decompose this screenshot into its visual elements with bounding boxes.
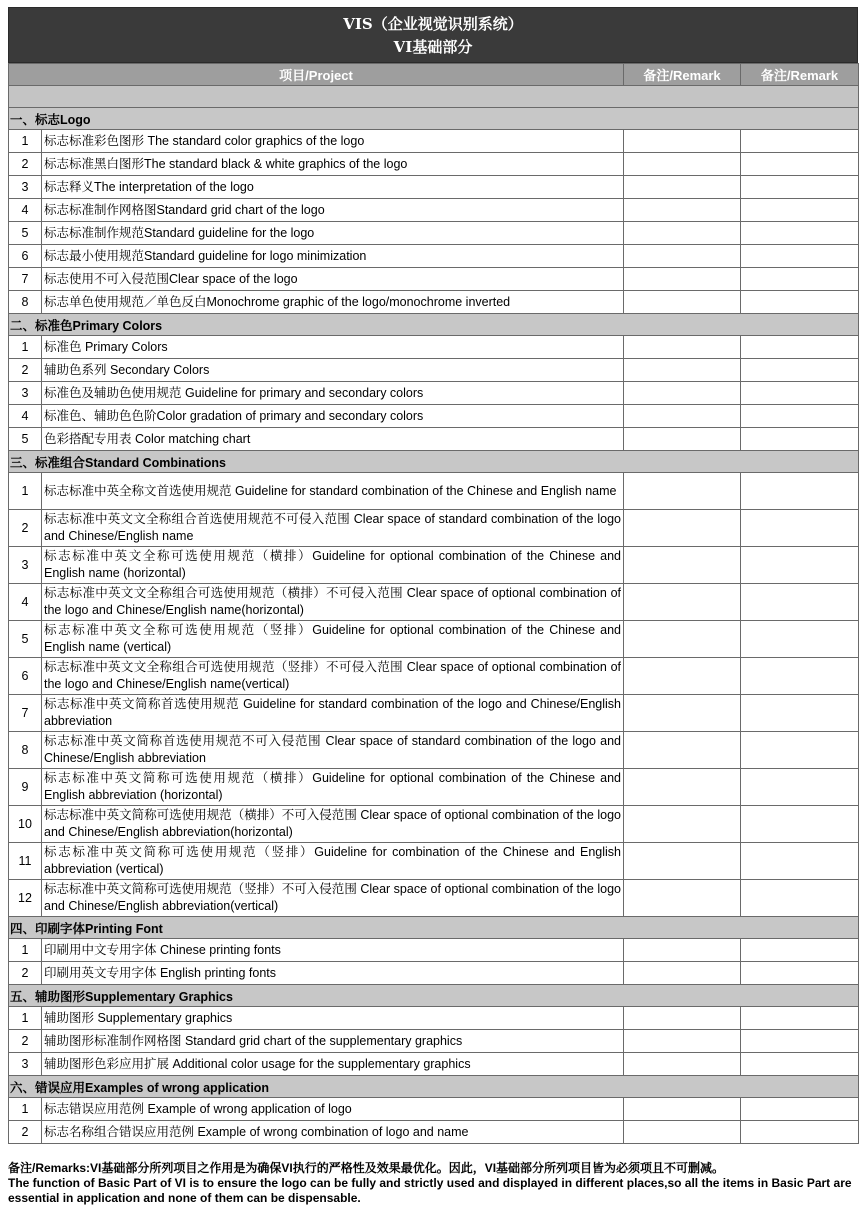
item-number: 11 xyxy=(9,843,42,880)
spacer-row xyxy=(9,86,859,108)
item-description: 标志标准中英文简称可选使用规范（竖排）不可入侵范围 Clear space of optional combination of the logo and Chinese/English abbreviation(vertical) xyxy=(42,880,624,917)
item-number: 5 xyxy=(9,428,42,451)
remark-cell[interactable] xyxy=(624,222,741,245)
table-row xyxy=(9,806,859,843)
table-row xyxy=(9,222,859,245)
item-number: 3 xyxy=(9,382,42,405)
item-number: 10 xyxy=(9,806,42,843)
item-number: 3 xyxy=(9,1053,42,1076)
item-number: 8 xyxy=(9,291,42,314)
vi-checklist-sheet xyxy=(8,7,858,1144)
item-description: 标志标准中英文文全称组合可选使用规范（竖排）不可侵入范围 Clear space of optional combination of the logo and Chinese/English name(vertical) xyxy=(42,658,624,695)
item-description: 标志标准中英文全称可选使用规范（横排）Guideline for optional combination of the Chinese and English name (horizontal) xyxy=(42,547,624,584)
remark-cell[interactable] xyxy=(624,1053,741,1076)
item-description: 色彩搭配专用表 Color matching chart xyxy=(42,428,624,451)
table-row xyxy=(9,245,859,268)
table-row xyxy=(9,268,859,291)
remark-cell[interactable] xyxy=(741,428,859,451)
remark-cell[interactable] xyxy=(741,769,859,806)
remark-cell[interactable] xyxy=(624,695,741,732)
remark-cell[interactable] xyxy=(624,658,741,695)
item-number: 3 xyxy=(9,547,42,584)
section-title: 五、辅助图形Supplementary Graphics xyxy=(9,985,859,1007)
item-number: 2 xyxy=(9,962,42,985)
table-row xyxy=(9,153,859,176)
remark-cell[interactable] xyxy=(741,245,859,268)
remark-cell[interactable] xyxy=(741,405,859,428)
remark-cell[interactable] xyxy=(624,291,741,314)
column-header-remark: 备注/Remark xyxy=(624,64,741,86)
item-description: 标志名称组合错误应用范例 Example of wrong combination of logo and name xyxy=(42,1121,624,1144)
table-row xyxy=(9,621,859,658)
item-description: 标志标准中英全称文首选使用规范 Guideline for standard combination of the Chinese and English name xyxy=(42,473,624,510)
spacer-cell xyxy=(9,86,859,108)
section-row xyxy=(9,1076,859,1098)
remark-cell[interactable] xyxy=(624,336,741,359)
remark-cell[interactable] xyxy=(741,268,859,291)
item-number: 7 xyxy=(9,695,42,732)
remark-cell[interactable] xyxy=(624,732,741,769)
item-description: 辅助图形色彩应用扩展 Additional color usage for the supplementary graphics xyxy=(42,1053,624,1076)
table-row xyxy=(9,584,859,621)
item-description: 标志标准制作规范Standard guideline for the logo xyxy=(42,222,624,245)
item-description: 标志单色使用规范／单色反白Monochrome graphic of the logo/monochrome inverted xyxy=(42,291,624,314)
remark-cell[interactable] xyxy=(624,1030,741,1053)
table-header-row xyxy=(9,64,859,86)
item-number: 5 xyxy=(9,621,42,658)
remark-cell[interactable] xyxy=(741,695,859,732)
remark-cell[interactable] xyxy=(624,1007,741,1030)
item-number: 8 xyxy=(9,732,42,769)
remark-english: The function of Basic Part of VI is to ensure the logo can be fully and strictly used and displayed in different places,so all the items in Basic Part are essential in application and none of them can be dispensable. xyxy=(8,1176,852,1205)
remark-cell[interactable] xyxy=(624,510,741,547)
table-row xyxy=(9,732,859,769)
item-number: 6 xyxy=(9,658,42,695)
section-row xyxy=(9,314,859,336)
item-description: 标志标准中英文文全称组合可选使用规范（横排）不可侵入范围 Clear space of optional combination of the logo and Chinese/English name(horizontal) xyxy=(42,584,624,621)
item-number: 5 xyxy=(9,222,42,245)
item-description: 标准色 Primary Colors xyxy=(42,336,624,359)
remark-cell[interactable] xyxy=(624,199,741,222)
remark-cell[interactable] xyxy=(741,880,859,917)
table-row xyxy=(9,176,859,199)
table-row xyxy=(9,695,859,732)
remark-cell[interactable] xyxy=(741,336,859,359)
remark-cell[interactable] xyxy=(741,130,859,153)
item-description: 标志最小使用规范Standard guideline for logo minimization xyxy=(42,245,624,268)
remark-cell[interactable] xyxy=(624,880,741,917)
table-row xyxy=(9,843,859,880)
section-title: 三、标准组合Standard Combinations xyxy=(9,451,859,473)
item-number: 4 xyxy=(9,584,42,621)
item-description: 标志标准中英文简称可选使用规范（竖排）Guideline for combination of the Chinese and English abbreviation (vertical) xyxy=(42,843,624,880)
remark-cell[interactable] xyxy=(624,621,741,658)
remark-cell[interactable] xyxy=(741,584,859,621)
remark-cell[interactable] xyxy=(741,1053,859,1076)
item-number: 3 xyxy=(9,176,42,199)
section-row xyxy=(9,108,859,130)
table-row xyxy=(9,1007,859,1030)
item-description: 标志标准彩色图形 The standard color graphics of the logo xyxy=(42,130,624,153)
title-block xyxy=(8,7,858,63)
remark-cell[interactable] xyxy=(741,382,859,405)
remark-cell[interactable] xyxy=(624,962,741,985)
page-subtitle: VI基础部分 xyxy=(393,38,473,56)
item-number: 1 xyxy=(9,473,42,510)
footer-remarks xyxy=(8,1161,858,1206)
column-header-project: 项目/Project xyxy=(9,64,624,86)
remark-cell[interactable] xyxy=(741,1007,859,1030)
remark-cell[interactable] xyxy=(741,359,859,382)
remark-cell[interactable] xyxy=(741,291,859,314)
remark-cell[interactable] xyxy=(741,1098,859,1121)
remark-cell[interactable] xyxy=(741,510,859,547)
remark-cell[interactable] xyxy=(624,1098,741,1121)
item-number: 7 xyxy=(9,268,42,291)
table-row xyxy=(9,405,859,428)
remark-cell[interactable] xyxy=(741,176,859,199)
item-description: 标志标准中英文全称可选使用规范（竖排）Guideline for optional combination of the Chinese and English name (vertical) xyxy=(42,621,624,658)
remark-cell[interactable] xyxy=(741,1121,859,1144)
section-row xyxy=(9,451,859,473)
item-number: 1 xyxy=(9,939,42,962)
item-description: 标志标准中英文文全称组合首选使用规范不可侵入范围 Clear space of standard combination of the logo and Chinese/English name xyxy=(42,510,624,547)
section-title: 四、印刷字体Printing Font xyxy=(9,917,859,939)
item-number: 1 xyxy=(9,130,42,153)
remark-cell[interactable] xyxy=(624,1121,741,1144)
item-description: 标志标准中英文简称首选使用规范 Guideline for standard combination of the logo and Chinese/English abbreviation xyxy=(42,695,624,732)
column-header-remark: 备注/Remark xyxy=(741,64,859,86)
table-body xyxy=(9,86,859,1144)
remark-cell[interactable] xyxy=(624,806,741,843)
section-row xyxy=(9,985,859,1007)
item-number: 4 xyxy=(9,405,42,428)
remark-cell[interactable] xyxy=(741,153,859,176)
table-row xyxy=(9,382,859,405)
item-description: 标志使用不可入侵范围Clear space of the logo xyxy=(42,268,624,291)
item-description: 标志错误应用范例 Example of wrong application of logo xyxy=(42,1098,624,1121)
item-description: 印刷用中文专用字体 Chinese printing fonts xyxy=(42,939,624,962)
table-row xyxy=(9,962,859,985)
remark-cell[interactable] xyxy=(624,584,741,621)
item-number: 1 xyxy=(9,336,42,359)
table-row xyxy=(9,769,859,806)
remark-cell[interactable] xyxy=(624,405,741,428)
table-row xyxy=(9,473,859,510)
table-row xyxy=(9,510,859,547)
remark-cell[interactable] xyxy=(624,769,741,806)
remark-cell[interactable] xyxy=(741,962,859,985)
table-row xyxy=(9,199,859,222)
item-number: 2 xyxy=(9,1121,42,1144)
item-description: 辅助图形标准制作网格图 Standard grid chart of the supplementary graphics xyxy=(42,1030,624,1053)
item-description: 标志标准中英文简称可选使用规范（横排）不可入侵范围 Clear space of optional combination of the logo and Chinese/English abbreviation(horizontal) xyxy=(42,806,624,843)
table-row xyxy=(9,428,859,451)
vi-items-table xyxy=(8,63,859,1144)
remark-cell[interactable] xyxy=(624,268,741,291)
item-number: 2 xyxy=(9,153,42,176)
remark-cell[interactable] xyxy=(624,382,741,405)
table-row xyxy=(9,880,859,917)
remark-cell[interactable] xyxy=(624,130,741,153)
table-row xyxy=(9,1053,859,1076)
table-row xyxy=(9,336,859,359)
table-row xyxy=(9,359,859,382)
remark-cell[interactable] xyxy=(741,939,859,962)
item-number: 12 xyxy=(9,880,42,917)
remark-cell[interactable] xyxy=(624,245,741,268)
remark-cell[interactable] xyxy=(624,473,741,510)
remark-cell[interactable] xyxy=(741,658,859,695)
table-row xyxy=(9,547,859,584)
item-description: 辅助色系列 Secondary Colors xyxy=(42,359,624,382)
item-description: 标志标准制作网格图Standard grid chart of the logo xyxy=(42,199,624,222)
remark-cell[interactable] xyxy=(741,806,859,843)
table-row xyxy=(9,130,859,153)
table-row xyxy=(9,291,859,314)
section-title: 六、错误应用Examples of wrong application xyxy=(9,1076,859,1098)
item-description: 标志标准中英文简称可选使用规范（横排）Guideline for optional combination of the Chinese and English abbreviation (horizontal) xyxy=(42,769,624,806)
remark-cell[interactable] xyxy=(624,359,741,382)
remark-cell[interactable] xyxy=(741,473,859,510)
remark-cell[interactable] xyxy=(741,547,859,584)
remark-cell[interactable] xyxy=(741,732,859,769)
remark-cell[interactable] xyxy=(741,843,859,880)
remark-cell[interactable] xyxy=(624,176,741,199)
remark-cell[interactable] xyxy=(624,939,741,962)
table-row xyxy=(9,658,859,695)
remark-cell[interactable] xyxy=(741,222,859,245)
item-number: 9 xyxy=(9,769,42,806)
remark-cell[interactable] xyxy=(624,843,741,880)
item-number: 2 xyxy=(9,359,42,382)
section-title: 二、标准色Primary Colors xyxy=(9,314,859,336)
page-title: VIS（企业视觉识别系统） xyxy=(343,15,523,33)
remark-cell[interactable] xyxy=(624,547,741,584)
item-number: 1 xyxy=(9,1007,42,1030)
remark-cell[interactable] xyxy=(741,1030,859,1053)
item-description: 标志标准黑白图形The standard black & white graphics of the logo xyxy=(42,153,624,176)
item-description: 标志释义The interpretation of the logo xyxy=(42,176,624,199)
section-row xyxy=(9,917,859,939)
section-title: 一、标志Logo xyxy=(9,108,859,130)
item-number: 2 xyxy=(9,1030,42,1053)
item-description: 标准色及辅助色使用规范 Guideline for primary and secondary colors xyxy=(42,382,624,405)
remark-cell[interactable] xyxy=(741,621,859,658)
table-row xyxy=(9,1121,859,1144)
item-description: 标准色、辅助色色阶Color gradation of primary and secondary colors xyxy=(42,405,624,428)
remark-cell[interactable] xyxy=(624,153,741,176)
item-number: 2 xyxy=(9,510,42,547)
remark-cell[interactable] xyxy=(624,428,741,451)
item-description: 印刷用英文专用字体 English printing fonts xyxy=(42,962,624,985)
item-number: 1 xyxy=(9,1098,42,1121)
table-row xyxy=(9,1098,859,1121)
table-row xyxy=(9,939,859,962)
remark-chinese: 备注/Remarks:VI基础部分所列项目之作用是为确保VI执行的严格性及效果最优化。因此，VI基础部分所列项目皆为必须项且不可删减。 xyxy=(8,1161,725,1175)
item-number: 4 xyxy=(9,199,42,222)
table-row xyxy=(9,1030,859,1053)
item-description: 标志标准中英文简称首选使用规范不可入侵范围 Clear space of standard combination of the logo and Chinese/English abbreviation xyxy=(42,732,624,769)
item-description: 辅助图形 Supplementary graphics xyxy=(42,1007,624,1030)
item-number: 6 xyxy=(9,245,42,268)
remark-cell[interactable] xyxy=(741,199,859,222)
